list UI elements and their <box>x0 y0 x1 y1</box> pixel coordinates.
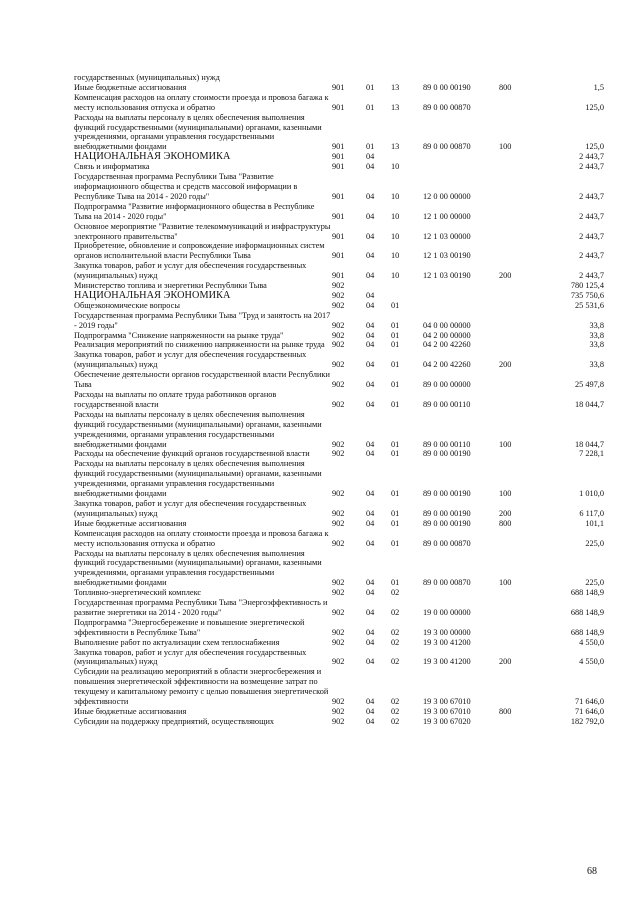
row-subsection-code: 10 <box>391 251 400 261</box>
row-ministry-code <box>332 73 366 83</box>
row-target-article: 89 0 00 00190 <box>423 449 471 459</box>
row-subsection-code: 01 <box>391 538 400 548</box>
row-target-article: 04 2 00 42260 <box>423 340 471 350</box>
table-row <box>74 499 604 519</box>
row-expense-type <box>499 311 532 331</box>
row-name: Иные бюджетные ассигнования <box>74 518 187 528</box>
row-target-article <box>423 162 499 172</box>
table-row <box>74 598 604 618</box>
row-subsection-code: 02 <box>391 637 400 647</box>
row-expense-type <box>499 449 532 459</box>
row-name: Подпрограмма "Снижение напряженности на рынке труда" <box>74 330 284 340</box>
row-section-code <box>366 281 391 291</box>
row-amount: 25 531,6 <box>574 300 604 310</box>
row-name: Расходы на обеспечение функций органов государственной власти <box>74 449 310 459</box>
row-section-code: 04 <box>366 211 375 221</box>
row-section-code: 04 <box>366 657 375 667</box>
row-subsection-code <box>391 281 423 291</box>
row-target-article: 89 0 00 00190 <box>423 508 471 518</box>
row-subsection-code: 01 <box>391 578 400 588</box>
row-target-article: 12 1 00 00000 <box>423 211 471 221</box>
row-section-code: 04 <box>366 162 375 172</box>
table-row <box>74 459 604 499</box>
row-expense-type <box>499 301 532 311</box>
row-section-code: 04 <box>366 627 375 637</box>
row-target-article: 19 3 00 00000 <box>423 627 471 637</box>
row-name: Субсидии на поддержку предприятий, осуществляющих <box>74 716 275 726</box>
row-name: Подпрограмма "Энергосбережение и повышение энергетической эффективности в Республике Тыва" <box>74 617 305 637</box>
row-name: Приобретение, обновление и сопровождение информационных систем органов исполнительной власти Республики Тыва <box>74 241 325 261</box>
table-row <box>74 311 604 331</box>
row-target-article: 12 1 03 00190 <box>423 271 471 281</box>
row-expense-type <box>499 370 532 390</box>
row-section-code: 04 <box>366 637 375 647</box>
row-name: Закупка товаров, работ и услуг для обеспечения государственных (муниципальных) нужд <box>74 647 307 667</box>
row-name: Закупка товаров, работ и услуг для обеспечения государственных (муниципальных) нужд <box>74 498 307 518</box>
row-expense-type <box>499 717 532 727</box>
table-row <box>74 717 604 727</box>
table-row <box>74 648 604 668</box>
row-target-article <box>423 73 499 83</box>
row-expense-type <box>499 588 532 598</box>
row-expense-type <box>499 638 532 648</box>
table-row <box>74 162 604 172</box>
table-row <box>74 390 604 410</box>
row-expense-type <box>499 73 532 83</box>
row-expense-type: 200 <box>499 271 512 281</box>
table-row <box>74 83 604 93</box>
row-section-code: 04 <box>366 508 375 518</box>
row-expense-type <box>499 162 532 172</box>
row-section-code: 01 <box>366 82 375 92</box>
row-target-article <box>423 588 499 598</box>
row-expense-type <box>499 241 532 261</box>
row-section-code: 04 <box>366 439 375 449</box>
row-amount: 18 044,7 <box>574 439 604 449</box>
row-amount: 101,1 <box>585 518 604 528</box>
row-name: НАЦИОНАЛЬНАЯ ЭКОНОМИКА <box>74 289 231 301</box>
row-target-article <box>423 291 499 301</box>
row-target-article: 04 2 00 00000 <box>423 330 471 340</box>
table-row <box>74 93 604 113</box>
row-subsection-code: 13 <box>391 82 400 92</box>
row-section-code: 01 <box>366 142 375 152</box>
row-section-code: 04 <box>366 231 375 241</box>
row-name: Министерство топлива и энергетики Республики Тыва <box>74 281 267 291</box>
row-name: Закупка товаров, работ и услуг для обеспечения государственных (муниципальных) нужд <box>74 350 307 370</box>
table-row <box>74 73 604 83</box>
row-name: Государственная программа Республики Тыва "Труд и занятость на 2017 - 2019 годы" <box>74 310 331 330</box>
row-subsection-code: 13 <box>391 142 400 152</box>
row-section-code: 04 <box>366 578 375 588</box>
row-target-article: 19 3 00 67020 <box>423 716 471 726</box>
row-subsection-code <box>391 152 423 162</box>
row-ministry-code: 902 <box>332 449 345 459</box>
row-section-code: 04 <box>366 607 375 617</box>
row-expense-type: 100 <box>499 489 512 499</box>
row-target-article: 04 0 00 00000 <box>423 320 471 330</box>
table-row <box>74 113 604 153</box>
table-row <box>74 667 604 707</box>
row-name: НАЦИОНАЛЬНАЯ ЭКОНОМИКА <box>74 151 231 163</box>
row-expense-type: 800 <box>499 707 512 716</box>
row-amount: 688 148,9 <box>570 588 604 598</box>
row-target-article <box>423 152 499 162</box>
row-ministry-code: 902 <box>332 281 345 291</box>
row-expense-type <box>499 340 532 350</box>
row-amount: 780 125,4 <box>570 281 604 291</box>
row-name: Государственная программа Республики Тыва "Энергоэффективность и развитие энергетики на 2014 - 2020 годы" <box>74 598 328 617</box>
row-ministry-code: 901 <box>332 152 345 162</box>
table-row <box>74 350 604 370</box>
page-number: 68 <box>587 866 597 877</box>
row-name: Реализация мероприятий по снижению напряженности на рынке труда <box>74 340 325 350</box>
row-name: Связь и информатика <box>74 162 150 172</box>
row-amount: 25 497,8 <box>574 380 604 390</box>
table-row <box>74 261 604 281</box>
row-subsection-code: 10 <box>391 271 400 281</box>
row-subsection-code: 01 <box>391 489 400 499</box>
row-ministry-code: 901 <box>332 82 345 92</box>
row-name: Государственная программа Республики Тыва "Развитие информационного общества и средств массовой информации в Республике Тыва на 2014 - 2020 годы" <box>74 172 298 201</box>
row-target-article: 19 3 00 67010 <box>423 697 471 707</box>
row-subsection-code: 02 <box>391 588 400 598</box>
row-amount: 33,8 <box>589 340 604 350</box>
row-section-code: 04 <box>366 399 375 409</box>
table-row <box>74 618 604 638</box>
row-amount: 688 148,9 <box>570 607 604 617</box>
row-ministry-code: 902 <box>332 707 345 716</box>
row-ministry-code: 901 <box>332 191 345 201</box>
row-ministry-code: 902 <box>332 399 345 409</box>
row-section-code: 04 <box>366 697 375 707</box>
row-section-code: 04 <box>366 300 375 310</box>
row-expense-type <box>499 152 532 162</box>
row-section-code: 04 <box>366 340 375 350</box>
row-amount: 33,8 <box>589 320 604 330</box>
row-expense-type: 100 <box>499 578 512 588</box>
row-amount: 182 792,0 <box>570 716 604 726</box>
table-row <box>74 152 604 162</box>
row-subsection-code: 10 <box>391 231 400 241</box>
row-ministry-code: 902 <box>332 716 345 726</box>
row-ministry-code: 902 <box>332 290 345 300</box>
row-section-code: 04 <box>366 290 375 300</box>
row-target-article: 12 1 03 00000 <box>423 231 471 241</box>
row-expense-type <box>499 618 532 638</box>
row-amount: 125,0 <box>585 102 604 112</box>
row-name: Общеэкономические вопросы <box>74 300 180 310</box>
row-target-article <box>423 301 499 311</box>
row-ministry-code: 901 <box>332 102 345 112</box>
row-ministry-code: 902 <box>332 508 345 518</box>
row-amount: 2 443,7 <box>579 211 604 221</box>
row-ministry-code: 902 <box>332 607 345 617</box>
row-target-article: 89 0 00 00110 <box>423 399 471 409</box>
row-name: государственных (муниципальных) нужд <box>74 73 220 82</box>
row-subsection-code: 01 <box>391 439 400 449</box>
table-row <box>74 549 604 589</box>
row-expense-type: 100 <box>499 142 512 152</box>
row-amount: 71 646,0 <box>574 697 604 707</box>
table-row <box>74 331 604 341</box>
row-name: Компенсация расходов на оплату стоимости проезда и провоза багажа к месту использования отпуска и обратно <box>74 528 329 548</box>
row-section-code: 04 <box>366 271 375 281</box>
row-section-code: 04 <box>366 380 375 390</box>
row-name: Иные бюджетные ассигнования <box>74 82 187 92</box>
row-ministry-code: 902 <box>332 330 345 340</box>
row-amount: 1,5 <box>593 82 604 92</box>
row-subsection-code: 02 <box>391 716 400 726</box>
row-subsection-code: 01 <box>391 449 400 459</box>
row-amount: 2 443,7 <box>579 191 604 201</box>
budget-table-body <box>74 73 604 727</box>
row-amount: 4 550,0 <box>579 657 604 667</box>
row-ministry-code: 901 <box>332 162 345 172</box>
row-subsection-code: 02 <box>391 607 400 617</box>
row-ministry-code: 902 <box>332 697 345 707</box>
row-amount: 735 750,6 <box>570 290 604 300</box>
row-section-code: 04 <box>366 320 375 330</box>
row-target-article: 19 0 00 00000 <box>423 607 471 617</box>
row-target-article: 89 0 00 00190 <box>423 82 471 92</box>
row-name: Основное мероприятие "Развитие телекоммуникаций и инфраструктуры электронного правительства" <box>74 221 331 241</box>
row-section-code: 04 <box>366 716 375 726</box>
row-subsection-code: 10 <box>391 211 400 221</box>
row-subsection-code: 01 <box>391 399 400 409</box>
row-target-article: 12 1 03 00190 <box>423 251 471 261</box>
row-ministry-code: 902 <box>332 300 345 310</box>
row-name: Выполнение работ по актуализации схем теплоснабжения <box>74 637 280 647</box>
row-section-code: 04 <box>366 251 375 261</box>
row-amount: 2 443,7 <box>579 271 604 281</box>
row-ministry-code: 901 <box>332 231 345 241</box>
row-name: Топливно-энергетический комплекс <box>74 588 202 598</box>
row-amount: 1 010,0 <box>579 489 604 499</box>
row-ministry-code: 902 <box>332 439 345 449</box>
row-subsection-code: 02 <box>391 707 400 716</box>
row-target-article: 89 0 00 00190 <box>423 489 471 499</box>
row-ministry-code: 902 <box>332 578 345 588</box>
table-row <box>74 519 604 529</box>
row-target-article: 89 0 00 00870 <box>423 142 471 152</box>
row-subsection-code: 02 <box>391 627 400 637</box>
row-name: Субсидии на реализацию мероприятий в области энергосбережения и повышения энергетической эффективности на возмещение затрат по текущему и капитальному ремонту с целью повышения энергетической эффективности <box>74 667 329 707</box>
row-expense-type <box>499 529 532 549</box>
row-amount: 6 117,0 <box>579 508 604 518</box>
row-expense-type <box>499 291 532 301</box>
row-ministry-code: 902 <box>332 360 345 370</box>
row-subsection-code: 10 <box>391 191 400 201</box>
row-expense-type: 800 <box>499 518 512 528</box>
row-section-code: 04 <box>366 489 375 499</box>
row-amount: 33,8 <box>589 330 604 340</box>
table-row <box>74 588 604 598</box>
row-ministry-code: 902 <box>332 489 345 499</box>
row-amount: 688 148,9 <box>570 627 604 637</box>
row-ministry-code: 902 <box>332 657 345 667</box>
row-target-article: 89 0 00 00870 <box>423 538 471 548</box>
row-amount: 2 443,7 <box>579 231 604 241</box>
table-row <box>74 449 604 459</box>
row-name: Подпрограмма "Развитие информационного общества в Республике Тыва на 2014 - 2020 годы" <box>74 201 315 221</box>
row-section-code: 04 <box>366 518 375 528</box>
row-subsection-code: 01 <box>391 340 400 350</box>
row-section-code: 04 <box>366 330 375 340</box>
row-amount: 125,0 <box>585 142 604 152</box>
row-subsection-code <box>391 73 423 83</box>
row-amount: 2 443,7 <box>579 162 604 172</box>
row-expense-type <box>499 598 532 618</box>
row-amount: 2 443,7 <box>579 251 604 261</box>
row-expense-type <box>499 331 532 341</box>
table-row <box>74 291 604 301</box>
row-amount: 4 550,0 <box>579 637 604 647</box>
row-name: Иные бюджетные ассигнования <box>74 707 187 716</box>
row-section-code <box>366 73 391 83</box>
row-name: Расходы на выплаты персоналу в целях обеспечения выполнения функций государственными (муниципальными) органами, казенными учреждениями, органами управления государственными внебюджетными фондами <box>74 112 322 152</box>
row-expense-type <box>499 222 532 242</box>
row-expense-type <box>499 667 532 707</box>
table-row <box>74 222 604 242</box>
row-target-article: 89 0 00 00190 <box>423 518 471 528</box>
table-row <box>74 370 604 390</box>
row-target-article: 19 3 00 41200 <box>423 657 471 667</box>
row-name: Расходы на выплаты персоналу в целях обеспечения выполнения функций государственными (муниципальными) органами, казенными учреждениями, органами управления государственными внебюджетными фондами <box>74 548 322 588</box>
table-row <box>74 340 604 350</box>
row-expense-type <box>499 202 532 222</box>
row-target-article <box>423 281 499 291</box>
row-subsection-code: 01 <box>391 360 400 370</box>
row-expense-type <box>499 93 532 113</box>
row-target-article: 19 3 00 67010 <box>423 707 471 716</box>
row-subsection-code: 01 <box>391 508 400 518</box>
row-target-article: 04 2 00 42260 <box>423 360 471 370</box>
row-name: Расходы на выплаты по оплате труда работников органов государственной власти <box>74 390 277 409</box>
row-subsection-code: 02 <box>391 657 400 667</box>
row-expense-type <box>499 172 532 202</box>
budget-table <box>74 73 604 727</box>
row-ministry-code: 901 <box>332 142 345 152</box>
row-ministry-code: 902 <box>332 637 345 647</box>
row-subsection-code: 01 <box>391 330 400 340</box>
row-name: Расходы на выплаты персоналу в целях обеспечения выполнения функций государственными (муниципальными) органами, казенными учреждениями, органами управления государственными внебюджетными фондами <box>74 409 322 449</box>
row-ministry-code: 902 <box>332 588 345 598</box>
row-section-code: 04 <box>366 538 375 548</box>
row-amount <box>532 73 604 83</box>
row-ministry-code: 902 <box>332 340 345 350</box>
row-section-code: 04 <box>366 360 375 370</box>
row-amount: 71 646,0 <box>574 707 604 716</box>
table-row <box>74 301 604 311</box>
table-row <box>74 410 604 450</box>
row-target-article: 89 0 00 00870 <box>423 102 471 112</box>
row-subsection-code <box>391 291 423 301</box>
row-expense-type: 200 <box>499 508 512 518</box>
row-subsection-code: 10 <box>391 162 400 172</box>
row-subsection-code: 02 <box>391 697 400 707</box>
row-amount: 225,0 <box>585 578 604 588</box>
table-row <box>74 172 604 202</box>
row-amount: 18 044,7 <box>574 399 604 409</box>
row-expense-type: 200 <box>499 657 512 667</box>
row-expense-type <box>499 390 532 410</box>
row-target-article: 19 3 00 41200 <box>423 637 471 647</box>
table-row <box>74 202 604 222</box>
row-section-code: 04 <box>366 588 375 598</box>
row-target-article: 12 0 00 00000 <box>423 191 471 201</box>
row-target-article: 89 0 00 00110 <box>423 439 471 449</box>
row-subsection-code: 13 <box>391 102 400 112</box>
row-ministry-code: 902 <box>332 518 345 528</box>
row-name: Компенсация расходов на оплату стоимости проезда и провоза багажа к месту использования отпуска и обратно <box>74 92 329 112</box>
row-subsection-code: 01 <box>391 380 400 390</box>
row-name: Закупка товаров, работ и услуг для обеспечения государственных (муниципальных) нужд <box>74 261 307 281</box>
row-expense-type <box>499 281 532 291</box>
row-amount: 7 228,1 <box>579 449 604 459</box>
row-subsection-code: 01 <box>391 320 400 330</box>
row-subsection-code: 01 <box>391 518 400 528</box>
row-section-code: 04 <box>366 191 375 201</box>
row-name: Расходы на выплаты персоналу в целях обеспечения выполнения функций государственными (муниципальными) органами, казенными учреждениями, органами управления государственными внебюджетными фондами <box>74 459 322 499</box>
row-ministry-code: 902 <box>332 627 345 637</box>
row-target-article: 89 0 00 00870 <box>423 578 471 588</box>
row-ministry-code: 901 <box>332 271 345 281</box>
row-amount: 225,0 <box>585 538 604 548</box>
row-name: Обеспечение деятельности органов государственной власти Республики Тыва <box>74 370 330 390</box>
row-expense-type: 800 <box>499 82 512 92</box>
row-ministry-code: 902 <box>332 320 345 330</box>
row-section-code: 01 <box>366 102 375 112</box>
table-row <box>74 529 604 549</box>
row-ministry-code: 902 <box>332 380 345 390</box>
row-section-code: 04 <box>366 449 375 459</box>
row-ministry-code: 902 <box>332 538 345 548</box>
table-row <box>74 638 604 648</box>
row-subsection-code: 01 <box>391 300 400 310</box>
row-section-code: 04 <box>366 707 375 716</box>
row-expense-type: 200 <box>499 360 512 370</box>
table-row <box>74 241 604 261</box>
table-row <box>74 707 604 717</box>
row-ministry-code: 901 <box>332 251 345 261</box>
row-expense-type: 100 <box>499 439 512 449</box>
row-amount: 2 443,7 <box>579 152 604 162</box>
row-target-article: 89 0 00 00000 <box>423 380 471 390</box>
row-ministry-code: 901 <box>332 211 345 221</box>
row-section-code: 04 <box>366 152 375 162</box>
row-amount: 33,8 <box>589 360 604 370</box>
